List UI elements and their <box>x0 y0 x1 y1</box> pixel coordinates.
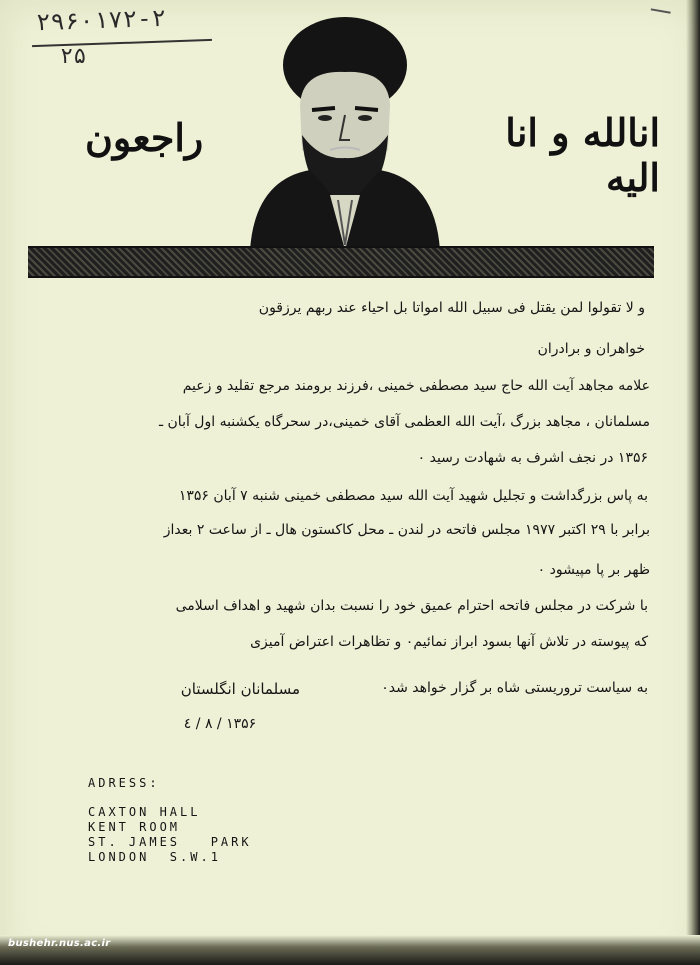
source-watermark: bushehr.nus.ac.ir <box>8 938 111 949</box>
address-label: ADRESS: <box>88 776 160 790</box>
address-line-2: KENT ROOM <box>88 820 181 834</box>
body-line-1: علامه مجاهد آيت الله حاج سيد مصطفی خمينی ،فرزند برومند مرجع تقليد و زعيم <box>182 378 650 394</box>
body-line-9: به سياست تروريستی شاه بر گزار خواهد شد٠ <box>381 680 648 696</box>
scan-edge-right <box>686 0 700 965</box>
handwritten-reference: ۲۹۶۰۱۷۲-۲ <box>35 3 167 37</box>
body-line-3: ۱۳۵۶ در نجف اشرف به شهادت رسيد ٠ <box>417 450 648 466</box>
handwritten-sub: ۲۵ <box>60 44 87 69</box>
portrait-image <box>230 10 460 250</box>
body-line-2: مسلمانان ، مجاهد بزرگ ،آيت الله العظمی آقای خمينی،در سحرگاه يکشنبه اول آبان ـ <box>158 414 650 430</box>
body-line-5: برابر با ۲۹ اکتبر ۱۹۷۷ مجلس فاتحه در لندن ـ محل کاکستون هال ـ از ساعت ۲ بعداز <box>163 522 650 538</box>
heading-left: راجعون <box>85 115 204 160</box>
decorative-banner <box>28 246 654 278</box>
address-line-3: ST. JAMES PARK <box>88 835 252 849</box>
verse-line: و لا تقولوا لمن يقتل فی سبيل الله امواتا بل احياء عند ربهم يرزقون <box>258 300 645 316</box>
address-line-1: CAXTON HALL <box>88 805 201 819</box>
signature: مسلمانان انگلستان <box>180 680 300 698</box>
body-line-4: به پاس بزرگداشت و تجليل شهيد آيت الله سيد مصطفی خمينی شنبه ۷ آبان ۱۳۵۶ <box>178 488 648 504</box>
body-line-7: با شرکت در مجلس فاتحه احترام عميق خود را نسبت بدان شهيد و اهداف اسلامی <box>175 598 648 614</box>
address-line-4: LONDON S.W.1 <box>88 850 221 864</box>
salutation: خواهران و برادران <box>537 341 645 357</box>
body-line-6: ظهر بر پا مپیشود ٠ <box>537 562 650 578</box>
body-line-8: که پيوسته در تلاش آنها بسود ابراز نمائيم٠ و تظاهرات اعتراض آميزی <box>250 634 648 650</box>
heading-right: انالله و انا اليه <box>505 110 660 200</box>
date: ۱۳۵۶ / ۸ / ٤ <box>183 716 257 732</box>
